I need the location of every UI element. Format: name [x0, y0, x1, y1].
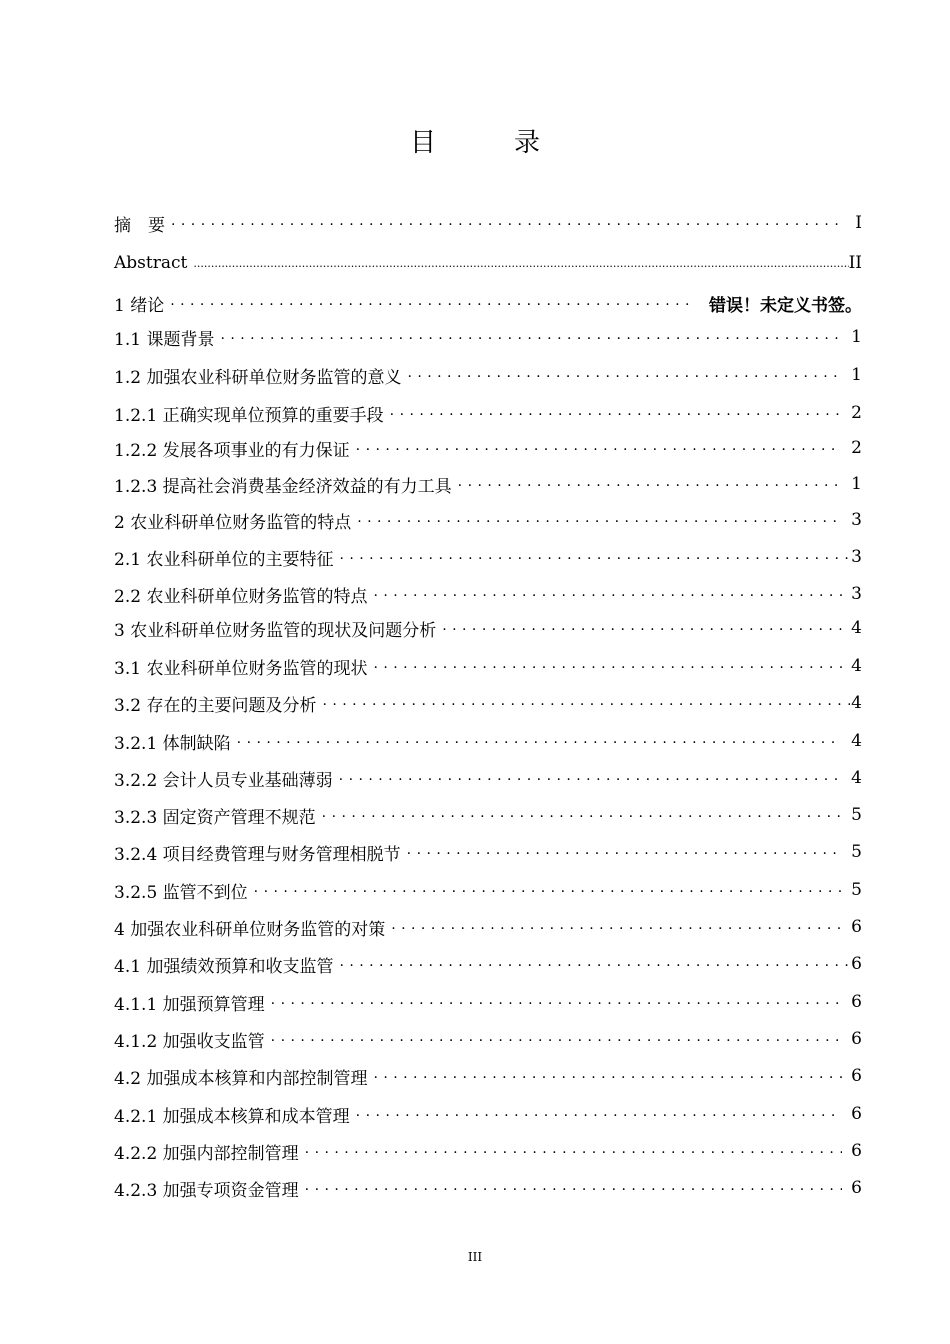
- toc-entry-label: 4.1 加强绩效预算和收支监管: [114, 952, 339, 977]
- toc-entry-page: 6: [851, 917, 862, 937]
- toc-entry[interactable]: [114, 324, 862, 350]
- toc-entry-page: 3: [851, 510, 862, 530]
- dot-leader: [193, 250, 848, 276]
- toc-entry-label: 3 农业科研单位财务监管的现状及问题分析: [114, 616, 442, 641]
- dot-leader: [271, 989, 842, 1015]
- toc-entry-page: 6: [851, 1141, 862, 1161]
- toc-entry[interactable]: [114, 1138, 862, 1164]
- toc-entry[interactable]: [114, 435, 862, 461]
- toc-entry-label: 2.2 农业科研单位财务监管的特点: [114, 582, 373, 607]
- dot-leader: [442, 615, 842, 641]
- page-number-footer: III: [467, 1250, 483, 1264]
- toc-entry-page: 2: [851, 438, 862, 458]
- toc-entry-label: 2.1 农业科研单位的主要特征: [114, 545, 339, 570]
- toc-entry-label: 4.2.1 加强成本核算和成本管理: [114, 1102, 356, 1127]
- toc-entry[interactable]: [114, 951, 862, 977]
- toc-entry-label: 3.2.3 固定资产管理不规范: [114, 803, 322, 828]
- toc-entry-label: 1.2.1 正确实现单位预算的重要手段: [114, 401, 390, 426]
- toc-entry-label: 4.1.1 加强预算管理: [114, 990, 271, 1015]
- toc-entry[interactable]: [114, 471, 862, 497]
- toc-entry-label: 3.1 农业科研单位财务监管的现状: [114, 654, 373, 679]
- toc-entry-page: 5: [851, 880, 862, 900]
- toc-entry[interactable]: [114, 1175, 862, 1201]
- dot-leader: [356, 1101, 842, 1127]
- toc-entry[interactable]: [114, 1101, 862, 1127]
- toc-entry-label: 1.2.3 提高社会消费基金经济效益的有力工具: [114, 472, 458, 497]
- toc-entry[interactable]: [114, 989, 862, 1015]
- toc-entry-label: 3.2.2 会计人员专业基础薄弱: [114, 766, 339, 791]
- toc-entry[interactable]: [114, 877, 862, 903]
- toc-entry-page: 5: [851, 842, 862, 862]
- dot-leader: [458, 471, 842, 497]
- toc-entry-page: 4: [851, 768, 862, 788]
- toc-entry-page-error: 错误！未定义书签。: [709, 295, 862, 316]
- dot-leader: [373, 653, 850, 679]
- toc-entry-page: 4: [851, 618, 862, 638]
- toc-entry-page: 4: [851, 693, 862, 713]
- dot-leader: [237, 728, 842, 754]
- toc-entry-label: 4.1.2 加强收支监管: [114, 1027, 271, 1052]
- dot-leader: [339, 951, 850, 977]
- toc-entry-page: 6: [851, 1104, 862, 1124]
- dot-leader: [391, 914, 842, 940]
- toc-entry-page: 3: [851, 584, 862, 604]
- toc-entry-page: 4: [851, 656, 862, 676]
- dot-leader: [339, 544, 850, 570]
- toc-entry-page: 1: [851, 327, 862, 347]
- toc-entry[interactable]: [114, 728, 862, 754]
- toc-entry-label: Abstract: [114, 253, 193, 273]
- dot-leader: [356, 435, 842, 461]
- toc-entry-page: 5: [851, 805, 862, 825]
- toc-entry[interactable]: [114, 1063, 862, 1089]
- toc-entry-page: 6: [851, 954, 862, 974]
- dot-leader: [170, 290, 695, 316]
- toc-entry[interactable]: [114, 690, 862, 716]
- toc-entry-page: I: [855, 213, 862, 233]
- toc-entry-page: 6: [851, 1178, 862, 1198]
- toc-entry[interactable]: [114, 802, 862, 828]
- dot-leader: [305, 1138, 842, 1164]
- toc-entry-page: 2: [851, 403, 862, 423]
- toc-entry-page: 6: [851, 1029, 862, 1049]
- toc-entry[interactable]: [114, 544, 862, 570]
- dot-leader: [171, 210, 842, 236]
- toc-entry[interactable]: [114, 507, 862, 533]
- toc-entry-page: II: [848, 253, 862, 273]
- toc-entry-label: 摘 要: [114, 211, 171, 236]
- dot-leader: [220, 324, 842, 350]
- toc-entry-page: 6: [851, 1066, 862, 1086]
- dot-leader: [373, 1063, 850, 1089]
- toc-entry[interactable]: [114, 615, 862, 641]
- toc-entry[interactable]: [114, 400, 862, 426]
- toc-entry-label: 4.2.3 加强专项资金管理: [114, 1176, 305, 1201]
- dot-leader: [339, 765, 842, 791]
- toc-entry[interactable]: [114, 1026, 862, 1052]
- toc-entry-label: 3.2.1 体制缺陷: [114, 729, 237, 754]
- dot-leader: [407, 839, 842, 865]
- toc-entry-page: 3: [851, 547, 862, 567]
- toc-entry[interactable]: [114, 581, 862, 607]
- toc-entry[interactable]: [114, 765, 862, 791]
- toc-entry-label: 1.1 课题背景: [114, 325, 220, 350]
- toc-entry-label: 4 加强农业科研单位财务监管的对策: [114, 915, 391, 940]
- toc-entry-page: 1: [851, 474, 862, 494]
- dot-leader: [271, 1026, 842, 1052]
- toc-entry-label: 3.2.5 监管不到位: [114, 878, 254, 903]
- toc-entry[interactable]: [114, 290, 862, 316]
- toc-entry[interactable]: [114, 839, 862, 865]
- dot-leader: [373, 581, 850, 607]
- toc-title: 目 录: [409, 128, 566, 158]
- toc-entry-label: 1.2 加强农业科研单位财务监管的意义: [114, 363, 407, 388]
- toc-entry-label: 1 绪论: [114, 291, 170, 316]
- dot-leader: [357, 507, 842, 533]
- toc-entry-label: 3.2 存在的主要问题及分析: [114, 691, 322, 716]
- toc-entry-label: 4.2 加强成本核算和内部控制管理: [114, 1064, 373, 1089]
- toc-entry-label: 3.2.4 项目经费管理与财务管理相脱节: [114, 840, 407, 865]
- toc-entry-page: 4: [851, 731, 862, 751]
- toc-entry-page: 6: [851, 992, 862, 1012]
- dot-leader: [322, 802, 842, 828]
- dot-leader: [322, 690, 850, 716]
- toc-entry[interactable]: [114, 914, 862, 940]
- toc-entry-label: 4.2.2 加强内部控制管理: [114, 1139, 305, 1164]
- toc-entry[interactable]: [114, 210, 862, 236]
- toc-entry-label: 1.2.2 发展各项事业的有力保证: [114, 436, 356, 461]
- toc-entry-label: 2 农业科研单位财务监管的特点: [114, 508, 357, 533]
- dot-leader: [390, 400, 842, 426]
- toc-entry[interactable]: [114, 250, 862, 276]
- toc-entry[interactable]: [114, 653, 862, 679]
- dot-leader: [407, 362, 842, 388]
- dot-leader: [305, 1175, 842, 1201]
- dot-leader: [254, 877, 842, 903]
- toc-entry-page: 1: [851, 365, 862, 385]
- toc-entry[interactable]: [114, 362, 862, 388]
